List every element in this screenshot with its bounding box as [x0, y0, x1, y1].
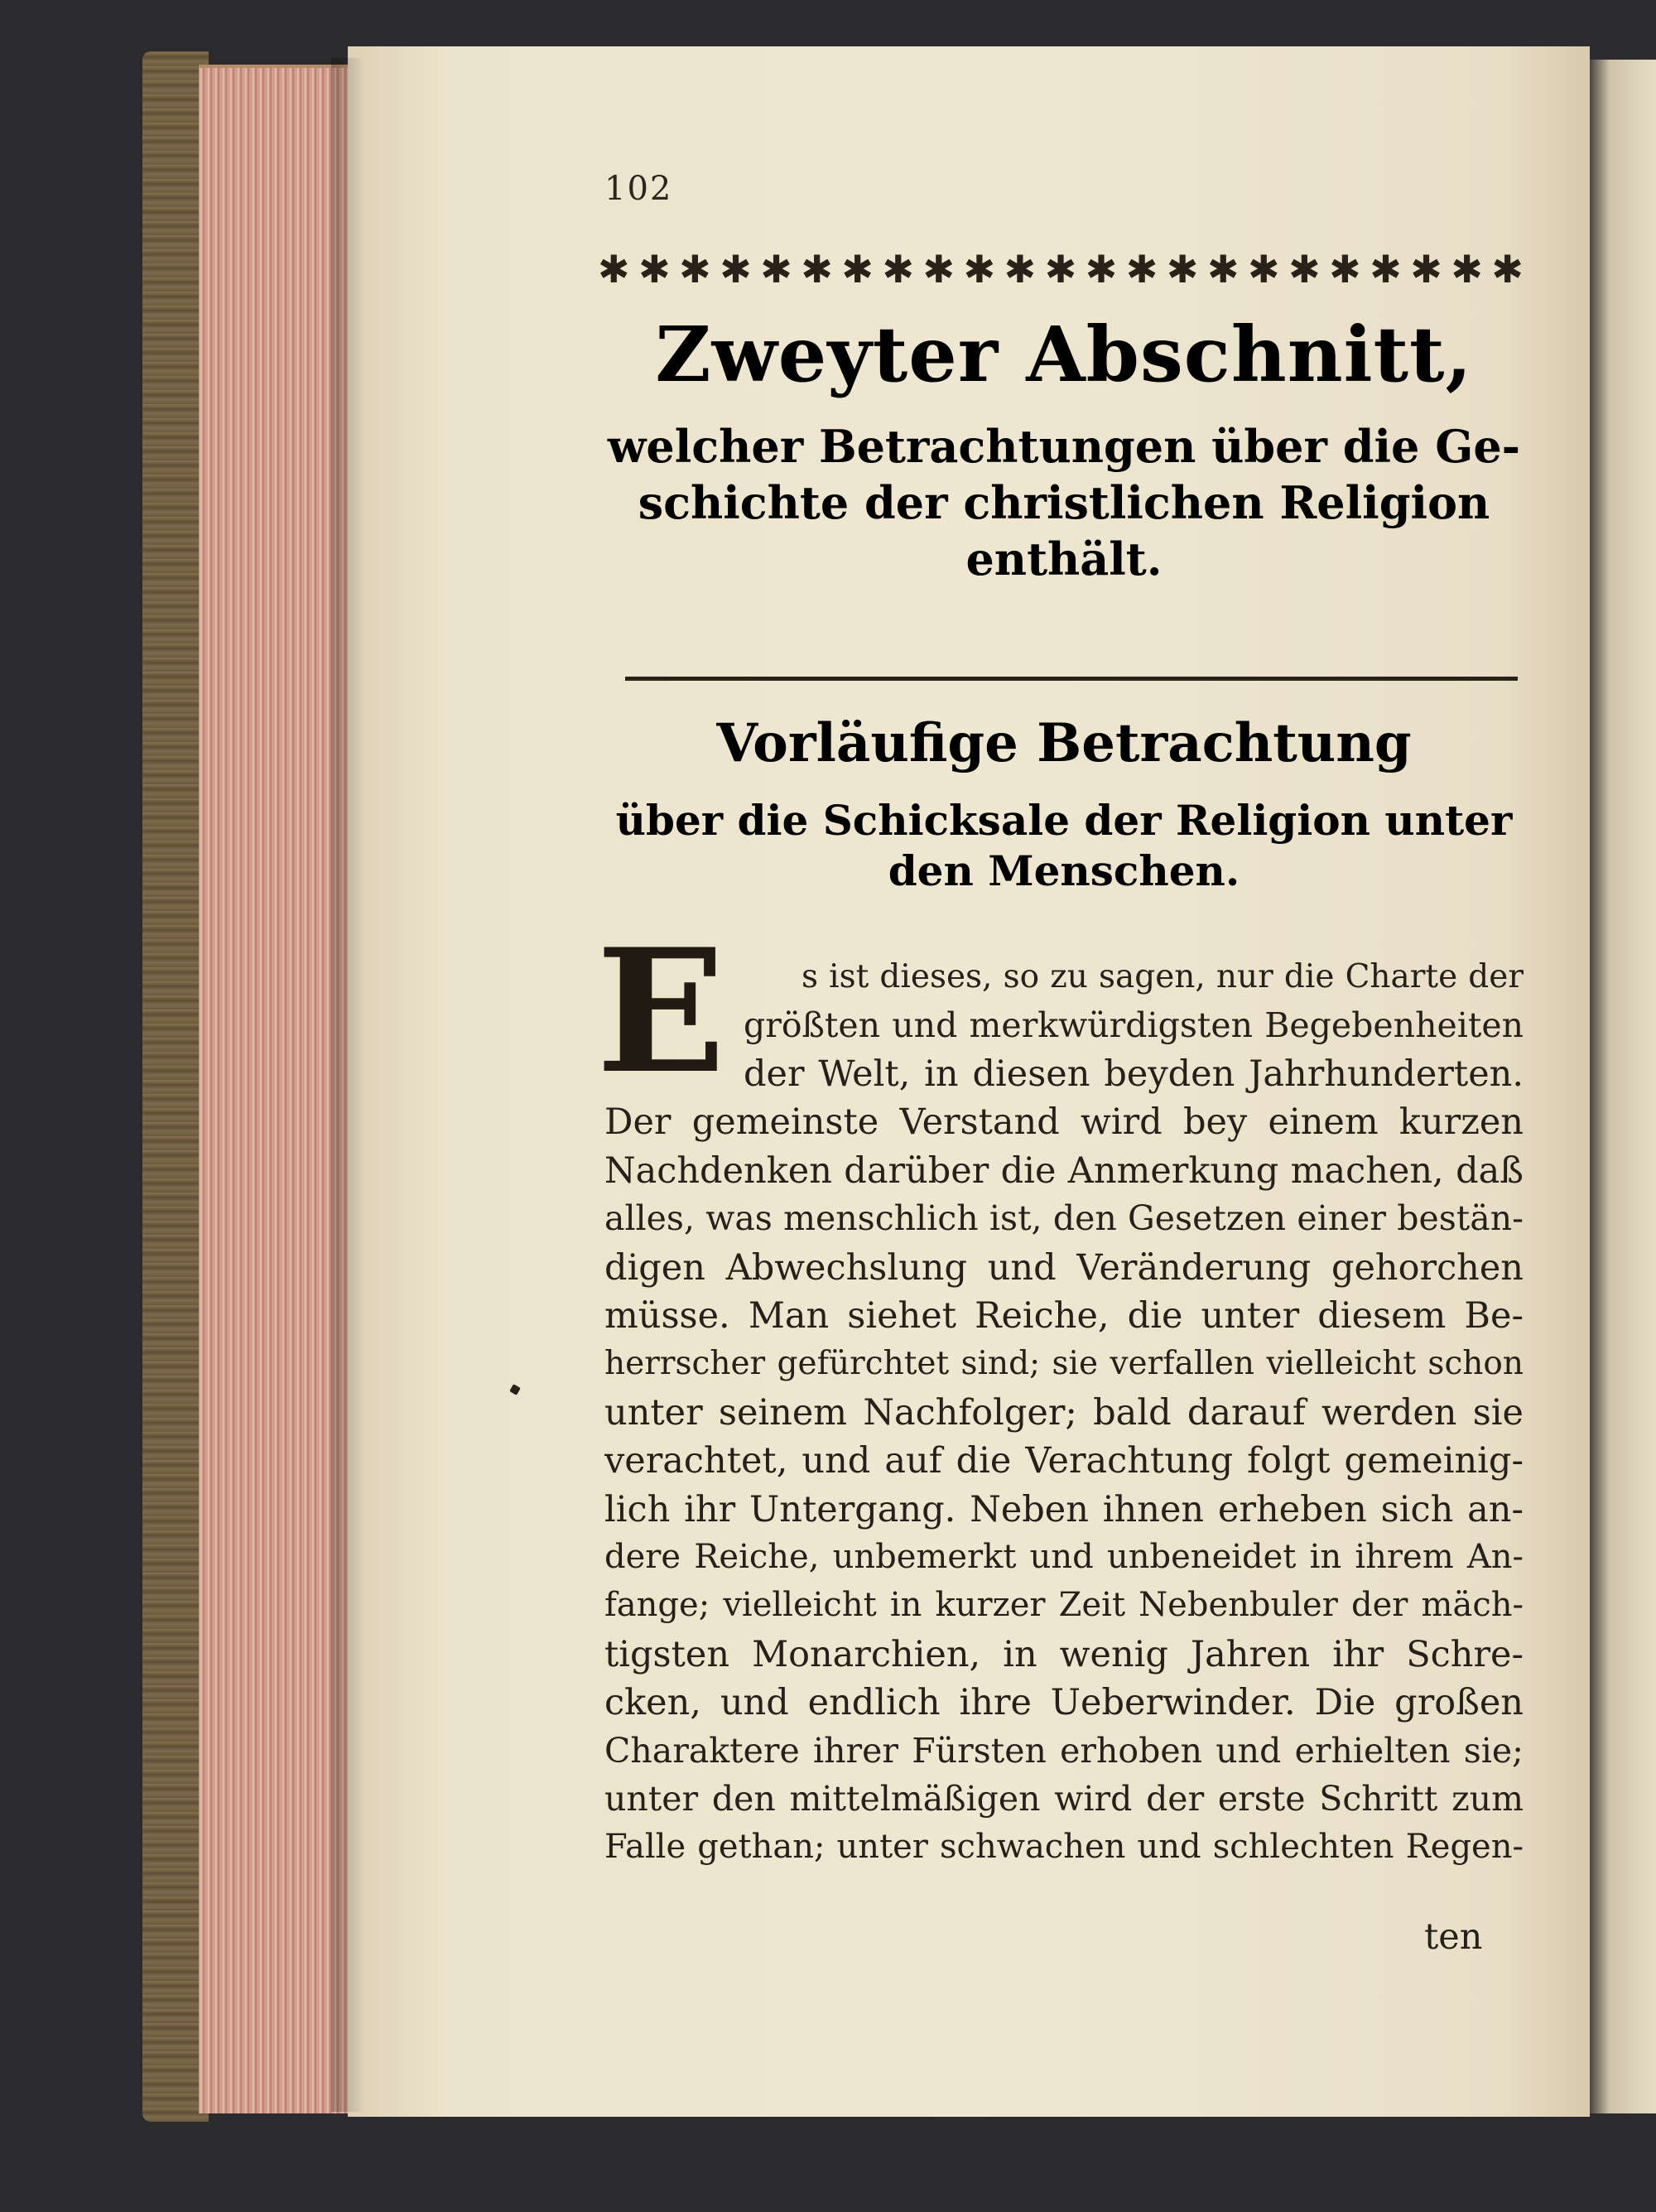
- body-line: tigsten Monarchien, in wenig Jahren ihr Schre-: [604, 1637, 1524, 1675]
- body-line: Charaktere ihrer Fürsten erhoben und erhielten sie;: [604, 1734, 1524, 1771]
- ornament-star: ✱: [801, 247, 833, 292]
- ornament-star: ✱: [1248, 247, 1280, 292]
- ornament-star: ✱: [1451, 247, 1483, 292]
- section-subtitle: [604, 795, 1524, 896]
- ornament-star: ✱: [1288, 247, 1321, 292]
- gutter-shadow: [331, 58, 364, 2112]
- body-line: größten und merkwürdigsten Begebenheiten: [744, 1009, 1524, 1045]
- ornament-star: ✱: [882, 247, 914, 292]
- ornament-star: ✱: [922, 247, 956, 292]
- body-line: Nachdenken darüber die Anmerkung machen, daß: [604, 1154, 1524, 1192]
- ornament-star: ✱: [720, 247, 752, 292]
- body-line: Falle gethan; unter schwachen und schlechten Regen-: [604, 1830, 1524, 1866]
- ornament-star: ✱: [760, 247, 792, 292]
- body-line: lich ihr Untergang. Neben ihnen erheben sich an-: [604, 1492, 1524, 1530]
- body-line: herrscher gefürchtet sind; sie verfallen vielleicht schon: [604, 1347, 1524, 1382]
- body-line: unter seinem Nachfolger; bald darauf werden sie: [604, 1395, 1524, 1434]
- body-line: digen Abwechslung und Veränderung gehorchen: [604, 1251, 1524, 1289]
- body-line: fange; vielleicht in kurzer Zeit Nebenbuler der mäch-: [604, 1588, 1524, 1624]
- catchword: ten: [1424, 1916, 1483, 1958]
- ornament-star: ✱: [1125, 247, 1158, 292]
- ornament-star: ✱: [1329, 247, 1361, 292]
- page-number: 102: [604, 170, 673, 208]
- section-title: Vorläufige Betrachtung: [716, 712, 1412, 774]
- section-subtitle-line: den Menschen.: [888, 846, 1240, 895]
- ornament-star: ✱: [1206, 247, 1240, 292]
- ornament-star: ✱: [841, 247, 874, 292]
- ornament-star: ✱: [679, 247, 711, 292]
- ornament-star: ✱: [1410, 247, 1442, 292]
- body-line: der Welt, in diesen beyden Jahrhunderten.: [744, 1057, 1524, 1095]
- right-page-edge: [1590, 60, 1656, 2113]
- ornament-star: ✱: [1004, 247, 1037, 292]
- ornament-star: ✱: [1166, 247, 1199, 292]
- horizontal-rule: [625, 677, 1518, 681]
- body-line: müsse. Man siehet Reiche, die unter diesem Be-: [604, 1299, 1524, 1337]
- drop-cap: E: [596, 913, 726, 1111]
- ornament-star: ✱: [638, 247, 671, 292]
- chapter-title: Zweyter Abschnitt,: [655, 310, 1473, 399]
- chapter-subtitle: [604, 418, 1524, 587]
- ornament-star: ✱: [1085, 247, 1118, 292]
- body-line: verachtet, und auf die Verachtung folgt gemeinig-: [604, 1443, 1524, 1482]
- ornament-star: ✱: [1044, 247, 1077, 292]
- chapter-subtitle-line: welcher Betrachtungen über die Ge-: [607, 420, 1521, 473]
- body-line: dere Reiche, unbemerkt und unbeneidet in ihrem An-: [604, 1540, 1524, 1576]
- section-subtitle-line: über die Schicksale der Religion unter: [615, 796, 1513, 845]
- page-block-edges: [199, 65, 348, 2113]
- ornament-star: ✱: [963, 247, 996, 292]
- chapter-subtitle-line: enthält.: [965, 533, 1163, 586]
- ornament-star: ✱: [598, 247, 630, 292]
- body-line: unter den mittelmäßigen wird der erste Schritt zum: [604, 1782, 1524, 1819]
- body-line: Der gemeinste Verstand wird bey einem kurzen: [604, 1105, 1524, 1143]
- ornament-star: ✱: [1370, 247, 1402, 292]
- body-line: cken, und endlich ihre Ueberwinder. Die großen: [604, 1685, 1524, 1723]
- ornament-star: ✱: [1491, 247, 1524, 292]
- body-line: alles, was menschlich ist, den Gesetzen einer bestän-: [604, 1202, 1524, 1238]
- chapter-subtitle-line: schichte der christlichen Religion: [638, 476, 1490, 530]
- body-line: s ist dieses, so zu sagen, nur die Charte der: [802, 961, 1524, 995]
- ornament-divider: [598, 244, 1524, 294]
